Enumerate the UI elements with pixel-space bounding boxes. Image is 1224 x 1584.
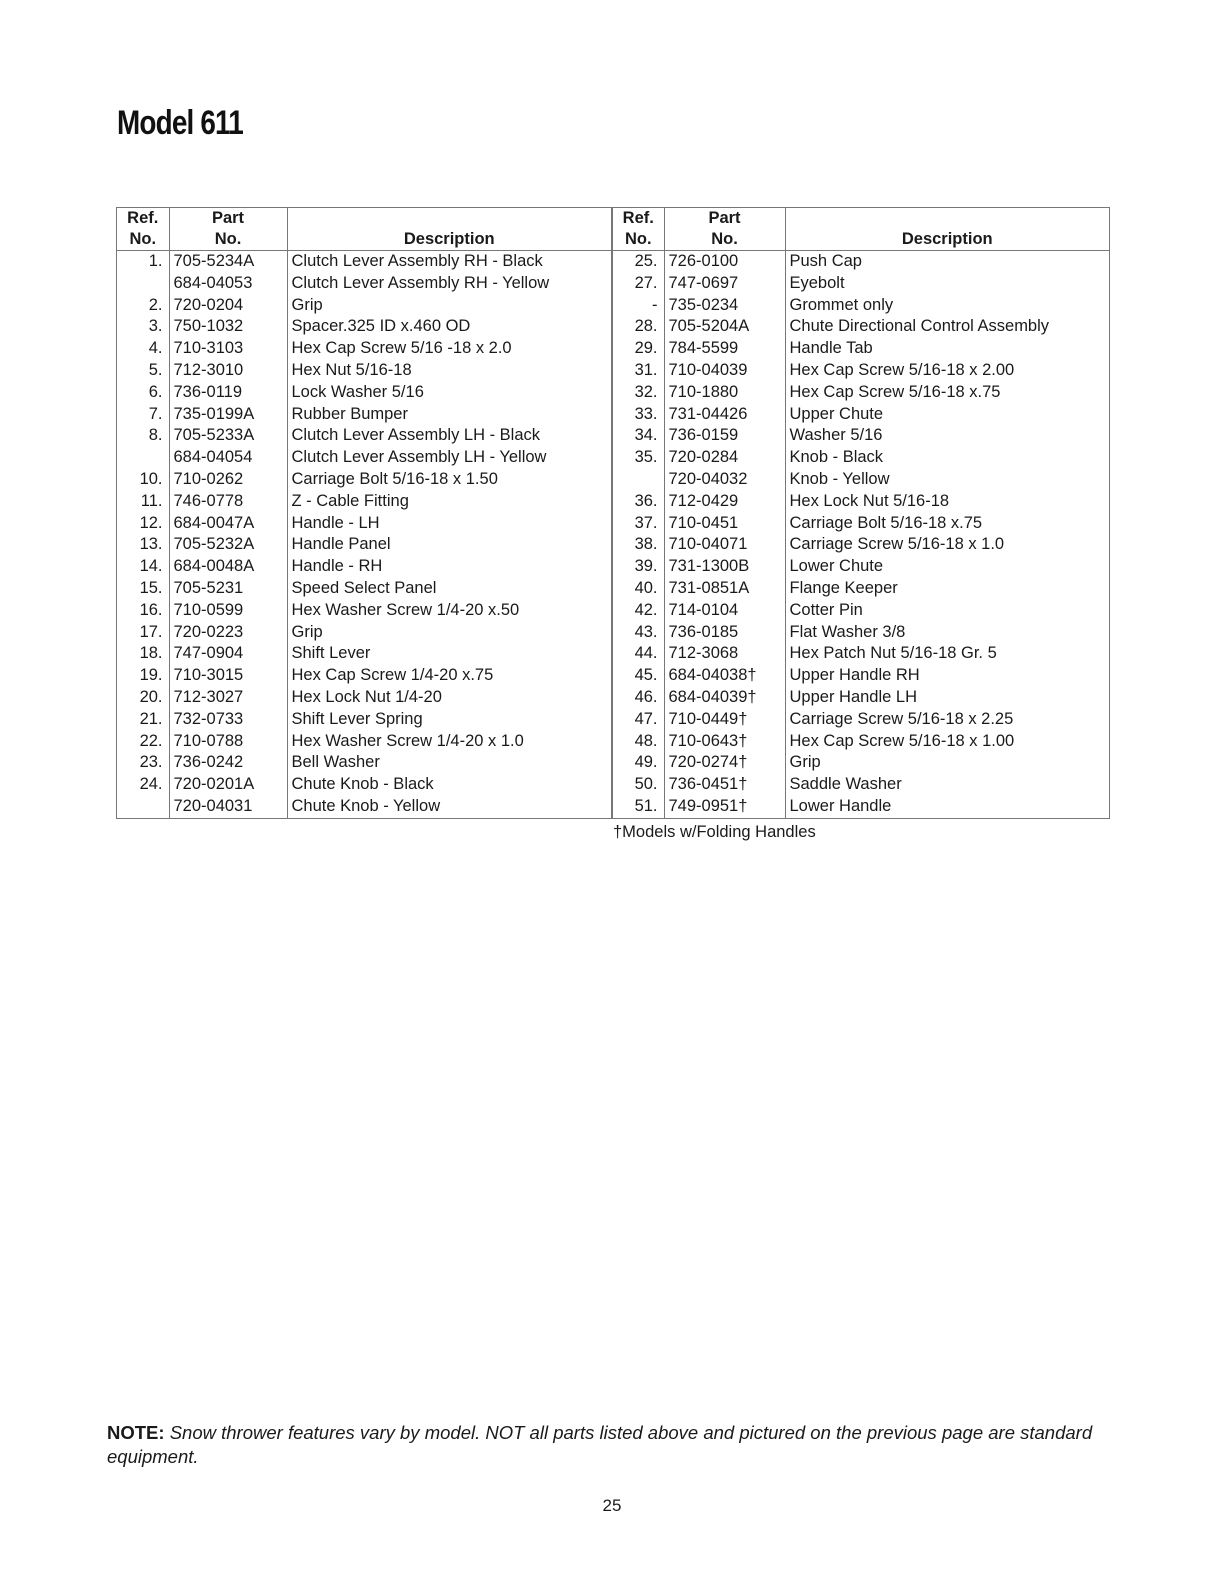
description-cell: Grip [291, 295, 323, 314]
part-no-cell: 731-0851A [664, 578, 785, 600]
note [107, 1421, 1147, 1469]
table-row [117, 338, 611, 360]
table-row [117, 316, 611, 338]
part-no-cell: 710-0643† [664, 731, 785, 753]
description-cell: Chute Knob - Yellow [291, 796, 441, 815]
part-header-line2: No. [664, 229, 785, 251]
table-row [613, 622, 1109, 644]
table-row [613, 491, 1109, 513]
table-row [117, 404, 611, 426]
description-cell: Spacer.325 ID x.460 OD [291, 317, 471, 336]
description-cell: Washer 5/16 [789, 426, 883, 445]
description-cell: Shift Lever [291, 644, 371, 663]
description-cell: Hex Lock Nut 5/16-18 [789, 491, 950, 510]
table-row [613, 774, 1109, 796]
table-row [117, 709, 611, 731]
ref-no-cell: 47. [613, 709, 664, 731]
part-no-cell: 747-0697 [664, 273, 785, 295]
note-label: NOTE: [107, 1422, 165, 1443]
part-no-cell: 705-5231 [169, 578, 287, 600]
table-row [117, 469, 611, 491]
table-row [117, 643, 611, 665]
ref-no-cell: 34. [613, 425, 664, 447]
part-no-cell: 705-5232A [169, 534, 287, 556]
part-no-cell: 710-0599 [169, 600, 287, 622]
ref-no-cell: 10. [117, 469, 169, 491]
description-cell: Grommet only [789, 295, 894, 314]
description-cell: Hex Washer Screw 1/4-20 x.50 [291, 600, 520, 619]
part-no-cell: 710-04039 [664, 360, 785, 382]
description-cell: Handle - LH [291, 513, 380, 532]
ref-no-cell: 14. [117, 556, 169, 578]
description-cell: Carriage Bolt 5/16-18 x 1.50 [291, 469, 498, 488]
ref-no-cell: 27. [613, 273, 664, 295]
description-cell: Eyebolt [789, 273, 845, 292]
part-no-cell: 735-0234 [664, 295, 785, 317]
part-no-cell: 731-04426 [664, 404, 785, 426]
part-no-cell: 712-3068 [664, 643, 785, 665]
description-cell: Speed Select Panel [291, 578, 437, 597]
part-no-cell: 784-5599 [664, 338, 785, 360]
table-row [613, 578, 1109, 600]
part-no-cell: 732-0733 [169, 709, 287, 731]
ref-no-cell: 16. [117, 600, 169, 622]
ref-no-cell: 37. [613, 513, 664, 535]
ref-no-cell: 32. [613, 382, 664, 404]
ref-no-cell: 3. [117, 316, 169, 338]
description-cell: Upper Handle RH [789, 666, 920, 685]
part-no-cell: 710-0262 [169, 469, 287, 491]
table-row [117, 513, 611, 535]
description-cell: Shift Lever Spring [291, 709, 423, 728]
ref-no-cell [117, 447, 169, 469]
table-row [613, 709, 1109, 731]
description-cell: Lower Chute [789, 557, 884, 576]
table-row [613, 316, 1109, 338]
part-no-cell: 747-0904 [169, 643, 287, 665]
part-no-cell: 710-0788 [169, 731, 287, 753]
ref-no-cell: - [613, 295, 664, 317]
table-row [613, 360, 1109, 382]
table-row [117, 622, 611, 644]
table-row [117, 687, 611, 709]
part-no-cell: 710-1880 [664, 382, 785, 404]
ref-no-cell: 49. [613, 752, 664, 774]
description-cell: Carriage Bolt 5/16-18 x.75 [789, 513, 983, 532]
ref-no-cell [613, 469, 664, 491]
description-cell: Upper Chute [789, 404, 884, 423]
parts-table-right [613, 208, 1109, 818]
ref-no-cell: 50. [613, 774, 664, 796]
part-no-cell: 710-3015 [169, 665, 287, 687]
ref-no-cell: 31. [613, 360, 664, 382]
ref-no-cell: 8. [117, 425, 169, 447]
part-no-cell: 710-0451 [664, 513, 785, 535]
table-row [117, 556, 611, 578]
description-cell: Clutch Lever Assembly RH - Black [291, 252, 543, 270]
description-cell: Carriage Screw 5/16-18 x 2.25 [789, 709, 1014, 728]
ref-no-cell: 5. [117, 360, 169, 382]
table-row [613, 338, 1109, 360]
table-row [117, 665, 611, 687]
part-no-cell: 720-0201A [169, 774, 287, 796]
ref-no-cell: 39. [613, 556, 664, 578]
description-cell: Chute Directional Control Assembly [789, 317, 1050, 336]
table-row [117, 273, 611, 295]
ref-header-line2: No. [613, 229, 664, 251]
ref-no-cell: 29. [613, 338, 664, 360]
description-cell: Cotter Pin [789, 600, 863, 619]
part-no-cell: 736-0119 [169, 382, 287, 404]
description-cell: Clutch Lever Assembly LH - Yellow [291, 448, 547, 467]
part-no-cell: 746-0778 [169, 491, 287, 513]
description-cell: Grip [291, 622, 323, 641]
part-no-cell: 731-1300B [664, 556, 785, 578]
ref-no-cell: 45. [613, 665, 664, 687]
page-title: Model 611 [117, 104, 243, 142]
description-cell: Clutch Lever Assembly LH - Black [291, 426, 541, 445]
table-row [117, 425, 611, 447]
description-cell: Bell Washer [291, 753, 380, 772]
part-header-line1: Part [664, 208, 785, 229]
table-row [117, 382, 611, 404]
description-header: Description [287, 229, 611, 251]
table-row [117, 534, 611, 556]
table-row [117, 752, 611, 774]
ref-no-cell: 48. [613, 731, 664, 753]
table-row [613, 425, 1109, 447]
description-header: Description [785, 229, 1109, 251]
description-cell: Z - Cable Fitting [291, 491, 409, 510]
ref-no-cell: 20. [117, 687, 169, 709]
description-cell: Hex Lock Nut 1/4-20 [291, 687, 442, 706]
table-row [117, 447, 611, 469]
ref-no-cell: 2. [117, 295, 169, 317]
part-no-cell: 720-0284 [664, 447, 785, 469]
ref-no-cell: 42. [613, 600, 664, 622]
ref-no-cell: 22. [117, 731, 169, 753]
table-row [613, 796, 1109, 818]
description-cell: Handle - RH [291, 557, 383, 576]
ref-no-cell: 38. [613, 534, 664, 556]
table-row [613, 447, 1109, 469]
part-no-cell: 736-0451† [664, 774, 785, 796]
description-cell: Knob - Yellow [789, 469, 890, 488]
description-cell: Hex Cap Screw 5/16-18 x 2.00 [789, 360, 1015, 379]
table-row [117, 796, 611, 818]
description-cell: Handle Panel [291, 535, 391, 554]
description-cell: Knob - Black [789, 448, 884, 467]
part-no-cell: 720-0204 [169, 295, 287, 317]
part-no-cell: 735-0199A [169, 404, 287, 426]
table-row [613, 556, 1109, 578]
part-no-cell: 684-04053 [169, 273, 287, 295]
ref-no-cell: 11. [117, 491, 169, 513]
description-cell: Hex Cap Screw 5/16 -18 x 2.0 [291, 339, 512, 358]
description-cell: Hex Washer Screw 1/4-20 x 1.0 [291, 731, 524, 750]
part-no-cell: 714-0104 [664, 600, 785, 622]
part-no-cell: 684-04054 [169, 447, 287, 469]
description-cell: Chute Knob - Black [291, 775, 434, 794]
ref-no-cell: 6. [117, 382, 169, 404]
part-no-cell: 712-3027 [169, 687, 287, 709]
ref-no-cell: 35. [613, 447, 664, 469]
ref-no-cell: 51. [613, 796, 664, 818]
part-no-cell: 705-5233A [169, 425, 287, 447]
description-cell: Lock Washer 5/16 [291, 382, 424, 401]
ref-no-cell: 36. [613, 491, 664, 513]
ref-no-cell: 13. [117, 534, 169, 556]
part-no-cell: 712-0429 [664, 491, 785, 513]
ref-header-line1: Ref. [613, 208, 664, 229]
part-no-cell: 750-1032 [169, 316, 287, 338]
description-cell: Grip [789, 753, 821, 772]
description-cell: Flat Washer 3/8 [789, 622, 906, 641]
part-no-cell: 736-0185 [664, 622, 785, 644]
ref-no-cell: 43. [613, 622, 664, 644]
part-no-cell: 684-04038† [664, 665, 785, 687]
table-row [613, 251, 1109, 273]
ref-no-cell: 28. [613, 316, 664, 338]
part-header-line1: Part [169, 208, 287, 229]
table-row [613, 382, 1109, 404]
table-row [613, 731, 1109, 753]
description-cell: Push Cap [789, 252, 862, 270]
ref-no-cell: 46. [613, 687, 664, 709]
description-cell: Handle Tab [789, 339, 873, 358]
description-cell: Flange Keeper [789, 578, 898, 597]
part-no-cell: 710-04071 [664, 534, 785, 556]
parts-table-left [117, 208, 611, 818]
part-no-cell: 720-0223 [169, 622, 287, 644]
note-text: Snow thrower features vary by model. NOT all parts listed above and pictured on the previous page are standard equipment. [107, 1422, 1093, 1467]
description-cell: Hex Patch Nut 5/16-18 Gr. 5 [789, 644, 997, 663]
description-cell: Carriage Screw 5/16-18 x 1.0 [789, 535, 1005, 554]
description-cell: Hex Cap Screw 5/16-18 x 1.00 [789, 731, 1015, 750]
ref-no-cell: 18. [117, 643, 169, 665]
ref-no-cell: 15. [117, 578, 169, 600]
part-no-cell: 720-04031 [169, 796, 287, 818]
footnote: †Models w/Folding Handles [613, 823, 816, 841]
ref-no-cell: 19. [117, 665, 169, 687]
part-no-cell: 684-0048A [169, 556, 287, 578]
description-cell: Lower Handle [789, 796, 892, 815]
description-cell: Upper Handle LH [789, 687, 917, 706]
ref-no-cell: 23. [117, 752, 169, 774]
part-no-cell: 684-04039† [664, 687, 785, 709]
ref-no-cell: 7. [117, 404, 169, 426]
table-row [117, 774, 611, 796]
table-row [117, 600, 611, 622]
part-no-cell: 705-5204A [664, 316, 785, 338]
ref-header-line2: No. [117, 229, 169, 251]
table-row [613, 534, 1109, 556]
description-cell: Clutch Lever Assembly RH - Yellow [291, 273, 550, 292]
ref-no-cell: 24. [117, 774, 169, 796]
part-no-cell: 705-5234A [169, 251, 287, 273]
table-row [613, 273, 1109, 295]
table-row [613, 687, 1109, 709]
part-no-cell: 710-0449† [664, 709, 785, 731]
description-cell: Rubber Bumper [291, 404, 408, 423]
table-row [613, 600, 1109, 622]
table-row [117, 360, 611, 382]
table-row [117, 295, 611, 317]
part-no-cell: 720-0274† [664, 752, 785, 774]
ref-no-cell: 4. [117, 338, 169, 360]
table-row [117, 578, 611, 600]
table-row [117, 731, 611, 753]
table-row [613, 513, 1109, 535]
ref-no-cell: 25. [613, 251, 664, 273]
description-cell: Saddle Washer [789, 775, 902, 794]
part-no-cell: 720-04032 [664, 469, 785, 491]
table-row [613, 665, 1109, 687]
ref-header-line1: Ref. [117, 208, 169, 229]
ref-no-cell: 21. [117, 709, 169, 731]
part-no-cell: 726-0100 [664, 251, 785, 273]
part-no-cell: 684-0047A [169, 513, 287, 535]
table-row [613, 404, 1109, 426]
table-row [117, 251, 611, 273]
ref-no-cell: 17. [117, 622, 169, 644]
part-no-cell: 710-3103 [169, 338, 287, 360]
description-cell: Hex Cap Screw 1/4-20 x.75 [291, 666, 494, 685]
part-no-cell: 749-0951† [664, 796, 785, 818]
ref-no-cell [117, 273, 169, 295]
part-no-cell: 736-0159 [664, 425, 785, 447]
description-cell: Hex Nut 5/16-18 [291, 360, 412, 379]
ref-no-cell: 12. [117, 513, 169, 535]
ref-no-cell: 44. [613, 643, 664, 665]
table-row [613, 295, 1109, 317]
part-no-cell: 736-0242 [169, 752, 287, 774]
description-cell: Hex Cap Screw 5/16-18 x.75 [789, 382, 1001, 401]
part-no-cell: 712-3010 [169, 360, 287, 382]
table-row [613, 643, 1109, 665]
part-header-line2: No. [169, 229, 287, 251]
table-row [613, 469, 1109, 491]
table-row [613, 752, 1109, 774]
ref-no-cell: 33. [613, 404, 664, 426]
ref-no-cell [117, 796, 169, 818]
ref-no-cell: 1. [117, 251, 169, 273]
ref-no-cell: 40. [613, 578, 664, 600]
page-number: 25 [602, 1496, 622, 1515]
table-row [117, 491, 611, 513]
